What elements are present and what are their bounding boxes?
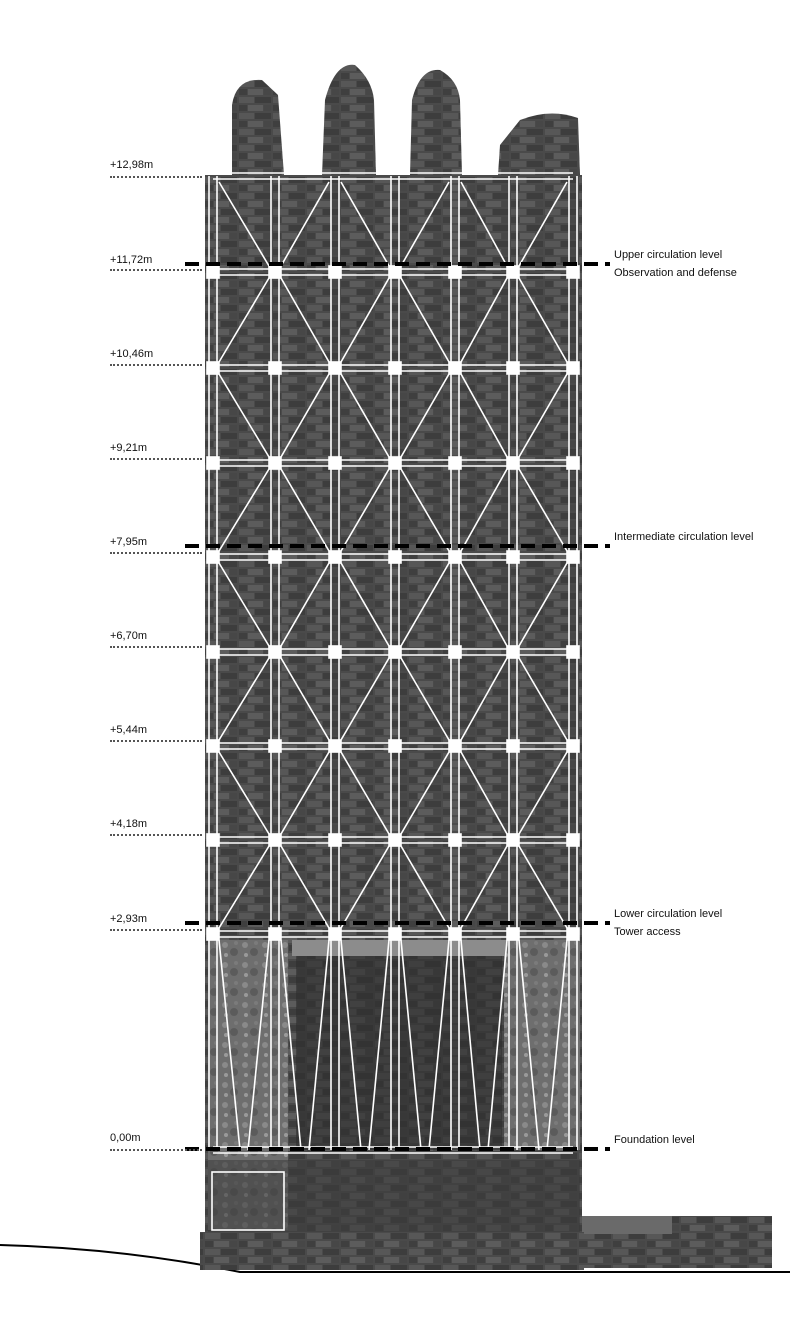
scaffold-joint [329, 457, 341, 469]
scaffold-joint [567, 362, 579, 374]
scaffold-joint [567, 457, 579, 469]
scaffold-joint [449, 928, 461, 940]
merlon-3 [410, 70, 462, 175]
level-dots [110, 834, 202, 836]
scaffold-joint [507, 740, 519, 752]
scaffold-joint [507, 266, 519, 278]
level-dots [110, 646, 202, 648]
scaffold-joint [507, 551, 519, 563]
scaffold-joint [567, 551, 579, 563]
annotation-title: Intermediate circulation level [614, 531, 754, 543]
scaffold-joint [389, 362, 401, 374]
scaffold-joint [389, 266, 401, 278]
level-dots [110, 176, 202, 178]
annotation-title: Upper circulation level [614, 249, 723, 261]
level-dots [110, 740, 202, 742]
tower-plinth [200, 1232, 584, 1270]
scaffold-joint [329, 551, 341, 563]
merlon-1 [232, 80, 284, 175]
scaffold-joint [449, 266, 461, 278]
scaffold-joint [207, 740, 219, 752]
scaffold-joint [389, 834, 401, 846]
scaffold-joint [207, 457, 219, 469]
upper-level-annotation [614, 246, 737, 282]
scaffold-joint [269, 740, 281, 752]
scaffold-joint [329, 740, 341, 752]
scaffold-joint [449, 551, 461, 563]
level-dots [110, 929, 202, 931]
level-label: +10,46m [110, 348, 154, 360]
level-label: +5,44m [110, 724, 147, 736]
scaffold-joint [567, 266, 579, 278]
level-label: +4,18m [110, 818, 147, 830]
level-dots [110, 364, 202, 366]
scaffold-joint [207, 362, 219, 374]
level-dots [110, 1149, 202, 1151]
scaffold-joint [269, 834, 281, 846]
scaffold-joint [269, 457, 281, 469]
annotation-subtitle: Observation and defense [614, 267, 737, 279]
level-label: 0,00m [110, 1132, 141, 1144]
annotation-title: Lower circulation level [614, 908, 723, 920]
level-dots [110, 552, 202, 554]
level-label: +6,70m [110, 630, 147, 642]
scaffold-joint [389, 551, 401, 563]
scaffold-joint [389, 457, 401, 469]
scaffold-joint [389, 928, 401, 940]
scaffold-joint [207, 646, 219, 658]
foundation-level-annotation [614, 1131, 695, 1149]
level-label: +7,95m [110, 536, 147, 548]
scaffold-joint [507, 457, 519, 469]
annotation-title: Foundation level [614, 1134, 695, 1146]
scaffold-joint [207, 266, 219, 278]
scaffold-joint [329, 646, 341, 658]
scaffold-joint [567, 928, 579, 940]
intermediate-level-annotation [614, 528, 753, 546]
scaffold-joint [449, 834, 461, 846]
annotation-subtitle: Tower access [614, 926, 681, 938]
merlon-4 [498, 113, 580, 175]
scaffold-joint [507, 834, 519, 846]
adjacent-wall-cap [582, 1216, 672, 1234]
level-dots [110, 458, 202, 460]
merlon-2 [322, 65, 376, 175]
level-label: +9,21m [110, 442, 147, 454]
scaffold-joint [207, 551, 219, 563]
level-label: +11,72m [110, 254, 153, 266]
scaffold-joint [507, 646, 519, 658]
scaffold-joint [449, 646, 461, 658]
scaffold-joint [207, 928, 219, 940]
level-label: +12,98m [110, 159, 154, 171]
scaffold-joint [507, 928, 519, 940]
scaffold-joint [507, 362, 519, 374]
scaffold-joint [207, 834, 219, 846]
scaffold-joint [269, 362, 281, 374]
scaffold-joint [269, 266, 281, 278]
scaffold-joint [449, 457, 461, 469]
scaffold-joint [449, 740, 461, 752]
scaffold-joint [269, 928, 281, 940]
scaffold-joint [567, 834, 579, 846]
scaffold-joint [567, 740, 579, 752]
scaffold-joint [449, 362, 461, 374]
foundation-band [208, 1160, 580, 1232]
lower-level-annotation [614, 905, 722, 941]
scaffold-joint [269, 646, 281, 658]
level-label: +2,93m [110, 913, 147, 925]
level-dots [110, 269, 202, 271]
scaffold-joint [329, 266, 341, 278]
scaffold-joint [329, 834, 341, 846]
scaffold-joint [389, 740, 401, 752]
scaffold-joint [389, 646, 401, 658]
scaffold-joint [567, 646, 579, 658]
scaffold-joint [329, 928, 341, 940]
scaffold-joint [269, 551, 281, 563]
scaffold-joint [329, 362, 341, 374]
